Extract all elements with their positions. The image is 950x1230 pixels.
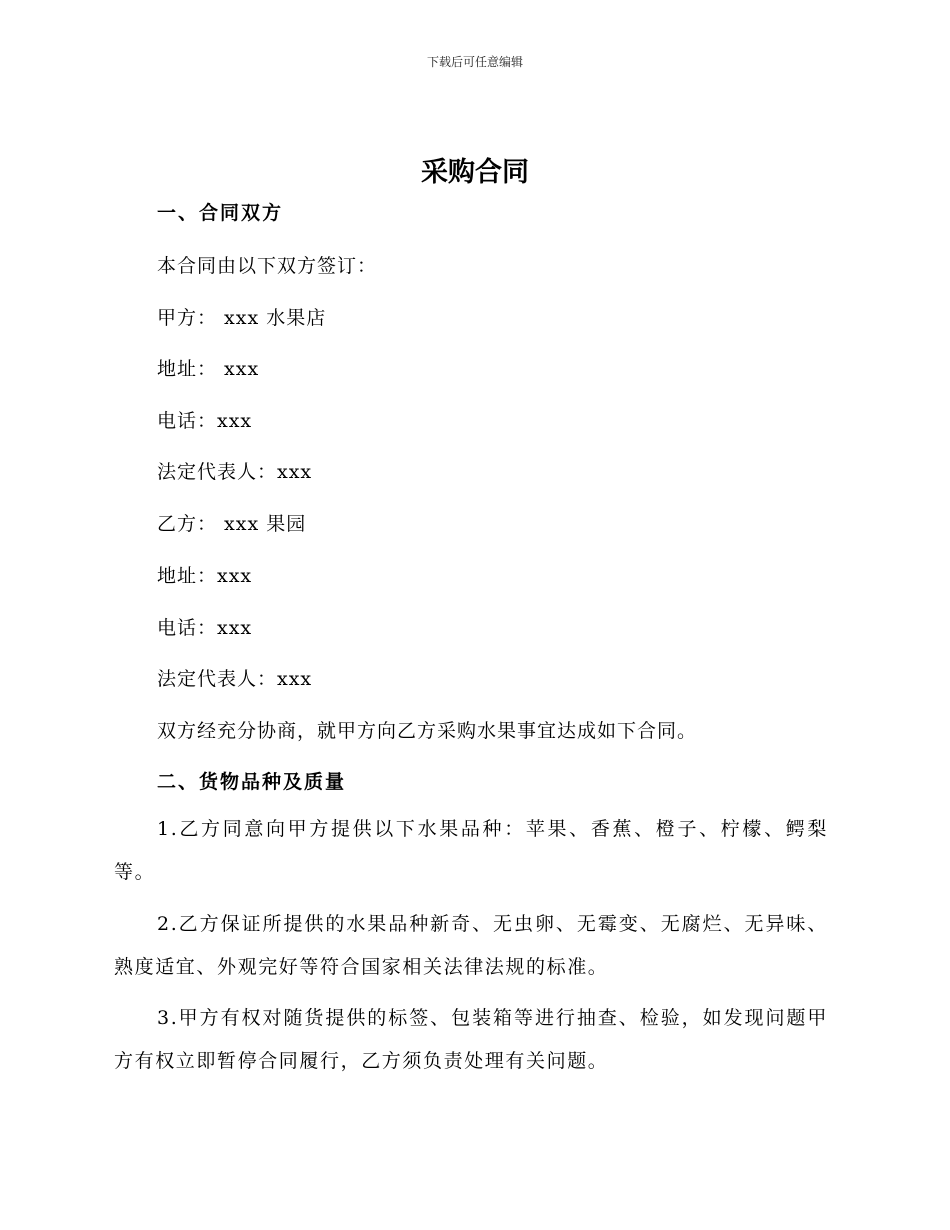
party-a-phone: 电话：xxx [157,410,253,432]
party-a-address: 地址： xxx [157,358,260,380]
document-title: 采购合同 [421,157,529,188]
clause-2: 2.乙方保证所提供的水果品种新奇、无虫卵、无霉变、无腐烂、无异味、熟度适宜、外观完好等符合国家相关法律法规的标准。 [114,913,828,978]
section-heading-goods-quality: 二、货物品种及质量 [157,771,347,793]
party-b-representative: 法定代表人：xxx [157,668,313,690]
page-header-note: 下载后可任意编辑 [426,55,523,69]
clause-3: 3.甲方有权对随货提供的标签、包装箱等进行抽查、检验，如发现问题甲方有权立即暂停合同履行，乙方须负责处理有关问题。 [114,1007,828,1072]
party-b-address: 地址：xxx [157,565,253,587]
party-a-name: 甲方： xxx 水果店 [157,307,327,329]
clause-1: 1.乙方同意向甲方提供以下水果品种：苹果、香蕉、橙子、柠檬、鳄梨等。 [114,818,828,883]
intro-line: 本合同由以下双方签订： [157,255,378,277]
party-b-name: 乙方： xxx 果园 [157,513,307,535]
party-a-representative: 法定代表人：xxx [157,461,313,483]
party-b-phone: 电话：xxx [157,617,253,639]
agreement-statement: 双方经充分协商，就甲方向乙方采购水果事宜达成如下合同。 [157,720,698,742]
section-heading-parties: 一、合同双方 [157,202,284,224]
